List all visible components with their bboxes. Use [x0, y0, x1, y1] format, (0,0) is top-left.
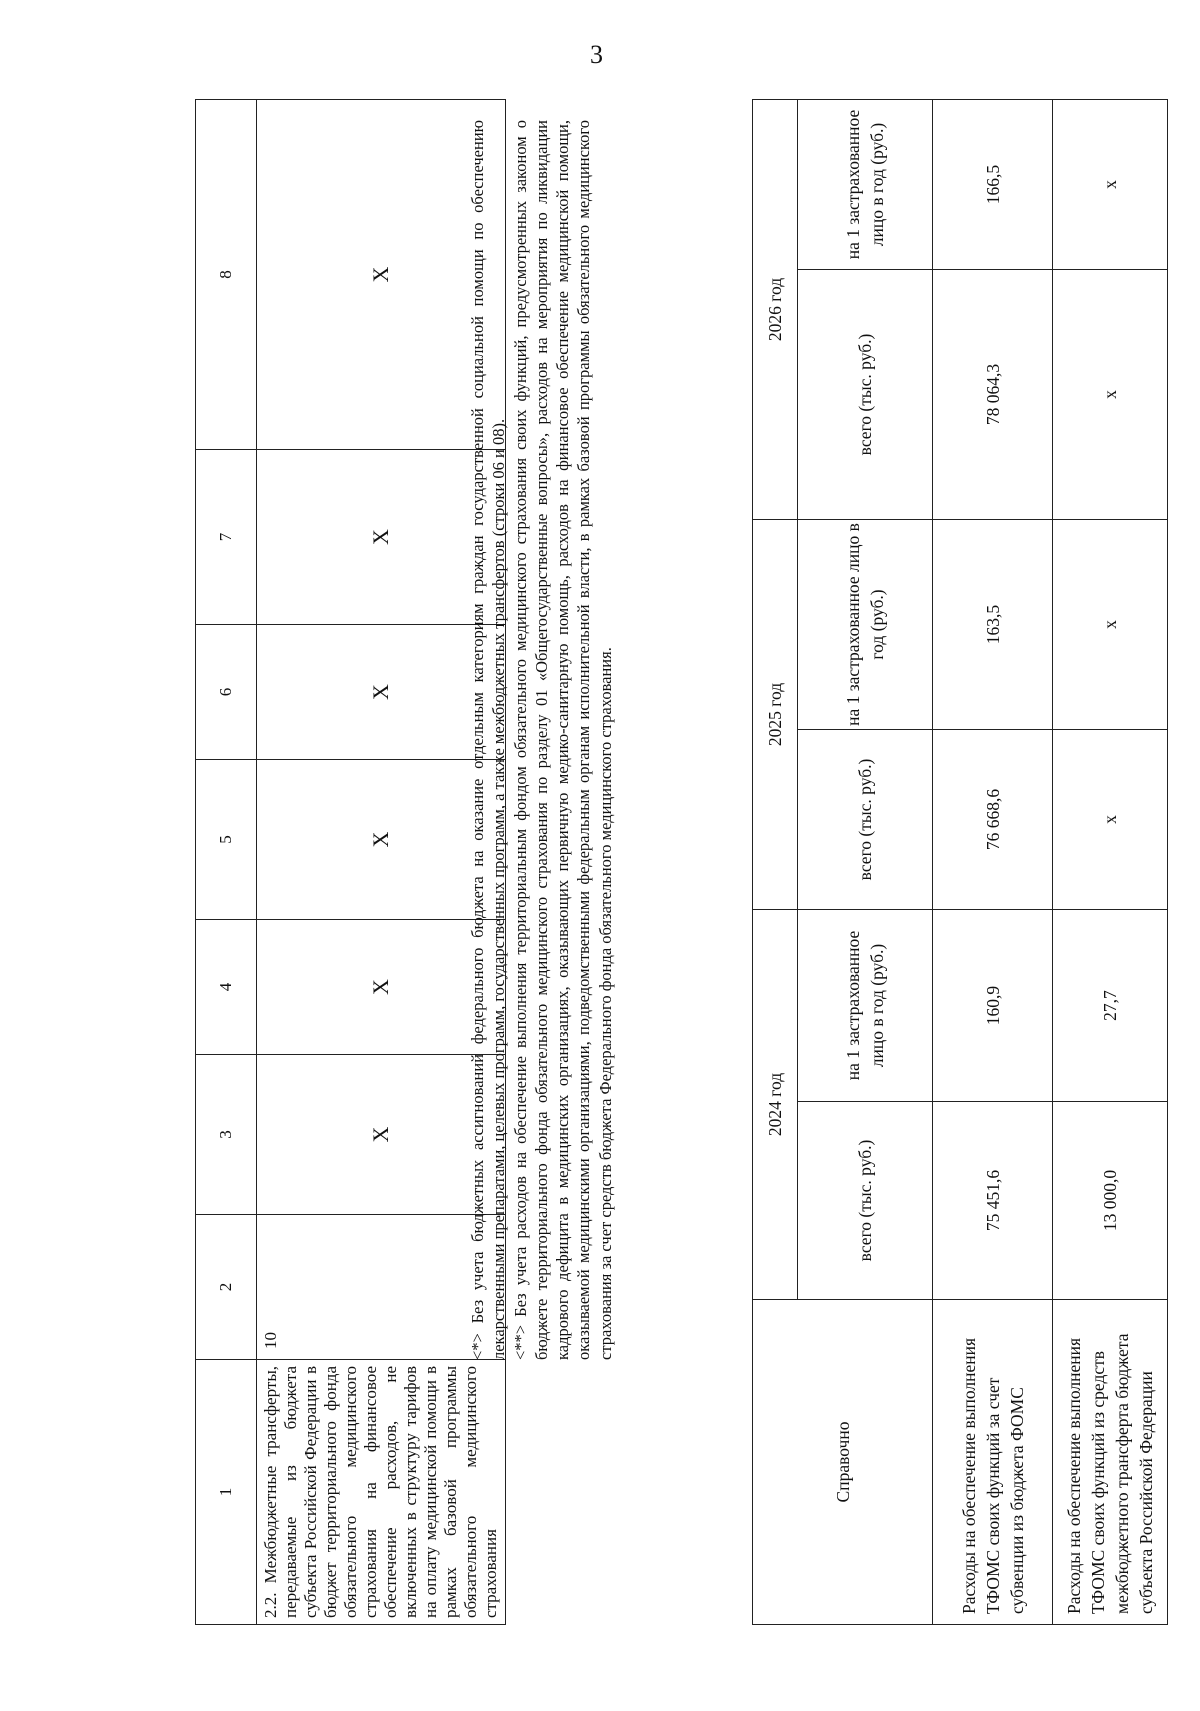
- cell-value: х: [1053, 520, 1168, 730]
- cell-col3: Х: [257, 1055, 506, 1215]
- years-row: [753, 100, 798, 1625]
- expenses-table: [195, 99, 506, 1625]
- page-number: 3: [590, 40, 603, 69]
- sub-per-2025: на 1 застрахованное лицо в год (руб.): [798, 520, 933, 730]
- table-row: [933, 100, 1053, 1625]
- sub-per-2024: на 1 застрахованное лицо в год (руб.): [798, 910, 933, 1102]
- reference-table: [752, 99, 1168, 1625]
- row-label: Расходы на обеспечение выполнения ТФОМС своих функций из средств межбюджетного трансферта бюджета субъекта Российской Федерации: [1053, 1300, 1168, 1625]
- reference-corner: Справочно: [753, 1300, 933, 1625]
- col-header-6: 6: [196, 625, 257, 760]
- col-header-1: 1: [196, 1360, 257, 1625]
- col-header-5: 5: [196, 760, 257, 920]
- cell-col8: Х: [257, 100, 506, 450]
- cell-value: 160,9: [933, 910, 1053, 1102]
- cell-value: 166,5: [933, 100, 1053, 270]
- cell-col5: Х: [257, 760, 506, 920]
- col-header-7: 7: [196, 450, 257, 625]
- year-2025: 2025 год: [753, 520, 798, 910]
- year-2024: 2024 год: [753, 910, 798, 1300]
- cell-value: 75 451,6: [933, 1102, 1053, 1300]
- cell-col4: Х: [257, 920, 506, 1055]
- sub-total-2025: всего (тыс. руб.): [798, 730, 933, 910]
- year-2026: 2026 год: [753, 100, 798, 520]
- cell-col7: Х: [257, 450, 506, 625]
- header-row: [196, 100, 257, 1625]
- cell-value: х: [1053, 270, 1168, 520]
- col-header-3: 3: [196, 1055, 257, 1215]
- col-header-4: 4: [196, 920, 257, 1055]
- footnotes: [467, 120, 616, 1360]
- cell-value: х: [1053, 100, 1168, 270]
- cell-value: 163,5: [933, 520, 1053, 730]
- row-code: 10: [257, 1215, 506, 1360]
- rotated-content: [195, 100, 1156, 1625]
- cell-col6: Х: [257, 625, 506, 760]
- cell-value: 78 064,3: [933, 270, 1053, 520]
- col-header-8: 8: [196, 100, 257, 450]
- footnote-1: <*> Без учета бюджетных ассигнований федерального бюджета на оказание отдельным категориям граждан государственной социальной помощи по обеспечению лекарственными препаратами, целевых программ, государственных программ, а также межбюджетных трансфертов (строки 06 и 08).: [468, 120, 509, 1360]
- sub-total-2026: всего (тыс. руб.): [798, 270, 933, 520]
- cell-value: 76 668,6: [933, 730, 1053, 910]
- footnote-2: <**> Без учета расходов на обеспечение выполнения территориальным фондом обязательного медицинского страхования своих функций, предусмотренных законом о бюджете территориального фонда обязательного медицинского страхования по разделу 01 «Общегосударственные вопросы», расходов на мероприятия по ликвидации кадрового дефицита в медицинских организациях, оказывающих первичную медико-санитарную помощь, расходов на финансовое обеспечение медицинской помощи, оказываемой медицинскими организациями, подведомственными федеральным органам исполнительной власти, в рамках базовой программы обязательного медицинского страхования за счет средств бюджета Федерального фонда обязательного медицинского страхования.: [510, 120, 615, 1360]
- sub-total-2024: всего (тыс. руб.): [798, 1102, 933, 1300]
- table-row: [1053, 100, 1168, 1625]
- sub-per-2026: на 1 застрахованное лицо в год (руб.): [798, 100, 933, 270]
- row-label: Расходы на обеспечение выполнения ТФОМС своих функций за счет субвенции из бюджета ФОМС: [933, 1300, 1053, 1625]
- cell-value: х: [1053, 730, 1168, 910]
- col-header-2: 2: [196, 1215, 257, 1360]
- cell-value: 13 000,0: [1053, 1102, 1168, 1300]
- row-description: 2.2. Межбюджетные трансферты, передаваемые из бюджета субъекта Российской Федерации в бюджет территориального фонда обязательного медицинского страхования на финансовое обеспечение расходов, не включенных в структуру тарифов на оплату медицинской помощи в рамках базовой программы обязательного медицинского страхования: [257, 1360, 506, 1625]
- cell-value: 27,7: [1053, 910, 1168, 1102]
